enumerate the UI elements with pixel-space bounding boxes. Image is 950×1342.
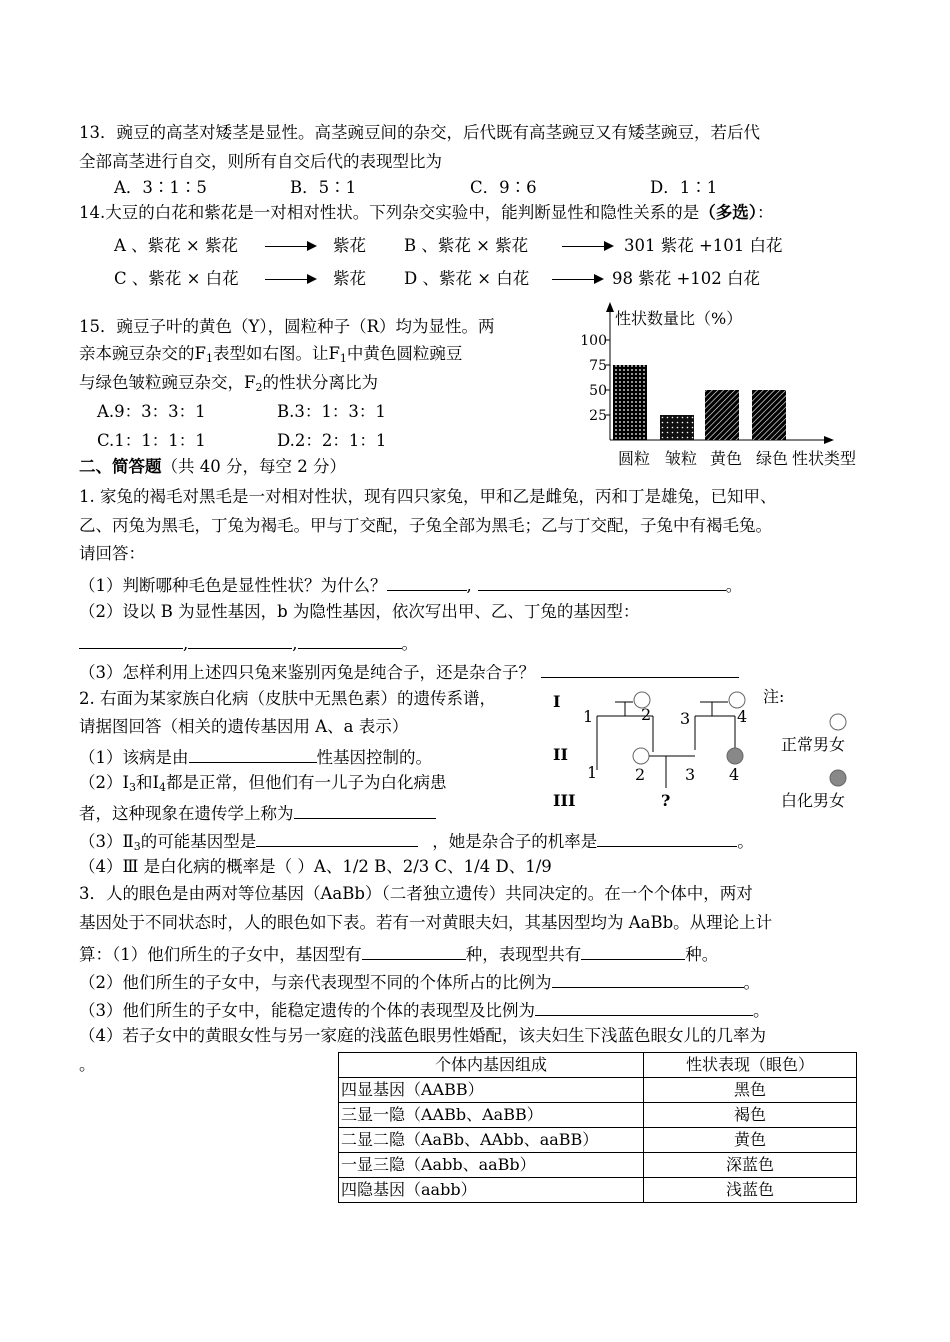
x-tick-label: 圆粒: [618, 449, 651, 468]
legend-normal-label: 正常男女: [781, 735, 846, 754]
x-tick-label: 皱粒: [665, 449, 698, 468]
sa2-p2-cont: [79, 800, 436, 825]
table-cell: 深蓝色: [644, 1153, 857, 1178]
q13-line1: 13．豌豆的高茎对矮茎是显性。高茎豌豆间的杂交，后代既有高茎豌豆又有矮茎豌豆，若后代: [79, 123, 760, 142]
pedigree-chart: [545, 680, 875, 815]
sa3-p2: [79, 969, 760, 994]
q14-multi-tag: （多选）: [699, 203, 757, 222]
q15-line2-part: 表型如右图。让F: [212, 344, 340, 363]
bar-3: [705, 390, 739, 440]
answer-blank[interactable]: [535, 997, 753, 1016]
q15-line3-part: 的性状分离比为: [262, 373, 378, 392]
table-cell: 浅蓝色: [644, 1178, 857, 1203]
y-tick-label: 25: [589, 408, 607, 424]
generation-label: III: [553, 791, 576, 810]
q15-line2-part: 中黄色圆粒豌豆: [346, 344, 463, 363]
q15-option-d: D.2：2：1：1: [277, 431, 387, 450]
q14-stem-text: 14.大豆的白花和紫花是一对相对性状。下列杂交实验中，能判断显性和隐性关系的是: [79, 203, 700, 222]
sa2-p3-text: （3）Ⅱ: [79, 832, 134, 851]
arrow-icon: [265, 279, 315, 280]
trait-ratio-chart: [570, 300, 870, 475]
sa2-p4: （4）Ⅲ 是白化病的概率是（ ）A、1/2 B、2/3 C、1/4 D、1/9: [79, 857, 552, 876]
q13-option-d: D．1∶1: [650, 178, 718, 197]
sa3-text: 算：（1）他们所生的子女中，基因型有: [79, 945, 362, 964]
sa2-p1-text: 性基因控制的。: [316, 748, 432, 767]
sa1-line2: 乙、丙兔为黑毛，丁兔为褐毛。甲与丁交配，子兔全部为黑毛；乙与丁交配，子兔中有褐毛兔。: [79, 516, 772, 535]
sa3-p4-end: 。: [79, 1055, 96, 1074]
section-2-heading: [79, 456, 346, 478]
q14-option-c-result: 紫花: [333, 269, 366, 288]
sa1-p2: （2）设以 B 为显性基因，b 为隐性基因，依次写出甲、乙、丁兔的基因型：: [79, 602, 640, 621]
table-row: [339, 1153, 857, 1178]
sa2-sub: 3: [129, 781, 137, 794]
pedigree-number: 3: [685, 765, 696, 784]
answer-blank[interactable]: [189, 744, 317, 763]
pedigree-number: 4: [729, 765, 740, 784]
answer-blank[interactable]: [79, 630, 183, 649]
table-cell: 四显基因（AABB）: [339, 1078, 644, 1103]
pedigree-unknown: ?: [661, 791, 671, 810]
pedigree-number: 1: [587, 763, 598, 782]
sa2-p1-text: （1）该病是由: [79, 748, 189, 767]
table-cell: 褐色: [644, 1103, 857, 1128]
table-row: [339, 1103, 857, 1128]
y-tick-label: 100: [580, 333, 607, 349]
table-header: 个体内基因组成: [339, 1053, 644, 1078]
pedigree-number: 2: [641, 705, 652, 724]
sa1-p1-text: （1）判断哪种毛色是显性性状？为什么？: [79, 576, 387, 595]
x-tick-label: 黄色: [710, 449, 743, 468]
q14-stem: [79, 202, 774, 224]
sa3-text: （3）他们所生的子女中，能稳定遗传的个体的表现型及比例为: [79, 1001, 535, 1020]
sa1-line1: 1. 家兔的褐毛对黑毛是一对相对性状，现有四只家兔，甲和乙是雌兔，丙和丁是雄兔，已知甲、: [79, 487, 777, 506]
legend-affected-icon: [830, 770, 846, 786]
answer-blank[interactable]: [478, 572, 726, 591]
q15-option-c: C.1：1：1：1: [97, 431, 206, 450]
answer-blank[interactable]: [387, 572, 467, 591]
q14-option-d-label: D 、紫花 × 白花: [404, 269, 530, 288]
sa1-p3-text: （3）怎样利用上述四只兔来鉴别丙兔是纯合子，还是杂合子？: [79, 663, 535, 682]
table-header: 性状表现（眼色）: [644, 1053, 857, 1078]
bar-2: [660, 415, 694, 440]
table-cell: 一显三隐（Aabb、aaBb）: [339, 1153, 644, 1178]
x-axis-arrow-icon: [824, 436, 834, 444]
q14-colon: ：: [757, 203, 774, 222]
q15-line1: 15．豌豆子叶的黄色（Y），圆粒种子（R）均为显性。两: [79, 317, 495, 336]
q14-option-b-result: 301 紫花 +101 白花: [624, 236, 783, 255]
pedigree-normal-female: [633, 748, 649, 764]
q14-option-c-label: C 、紫花 × 白花: [114, 269, 239, 288]
table-row: [339, 1078, 857, 1103]
bar-1: [613, 365, 647, 440]
answer-blank[interactable]: [362, 941, 466, 960]
sa1-p1-end: 。: [725, 576, 743, 595]
q13-line2: 全部高茎进行自交，则所有自交后代的表现型比为: [79, 152, 442, 171]
q14-option-d-result: 98 紫花 +102 白花: [612, 269, 761, 288]
sa2-p2-text: 和Ⅰ: [136, 773, 160, 792]
answer-blank[interactable]: [552, 969, 744, 988]
table-cell: 三显一隐（AABb、AaBB）: [339, 1103, 644, 1128]
sa2-line1: 2. 右面为某家族白化病（皮肤中无黑色素）的遗传系谱，: [79, 689, 496, 708]
generation-label: I: [553, 692, 561, 711]
sa3-text: 。: [743, 973, 760, 992]
sa2-p2-text: （2）Ⅰ: [79, 773, 130, 792]
sa2-p2: [79, 772, 447, 799]
q15-sub: 1: [205, 352, 213, 365]
sa3-p3: [79, 997, 770, 1022]
legend-affected-label: 白化男女: [781, 791, 846, 810]
arrow-icon: [265, 246, 315, 247]
q13-option-a: A．3∶1∶5: [114, 178, 207, 197]
table-header-row: [339, 1053, 857, 1078]
sa1-p1: （1）判断哪种毛色是显性性状？为什么？ , 。: [79, 572, 742, 597]
sa2-p3-text: ，她是杂合子的机率是: [432, 832, 598, 851]
pedigree-number: 3: [680, 709, 691, 728]
q13-option-c: C．9∶6: [470, 178, 537, 197]
sa3-text: 。: [753, 1001, 770, 1020]
y-tick-label: 50: [589, 383, 607, 399]
sa2-p2-text: 者，这种现象在遗传学上称为: [79, 804, 294, 823]
pedigree-number: 1: [583, 707, 594, 726]
legend-title: 注:: [763, 687, 785, 706]
sa1-p2-end: 。: [401, 634, 418, 653]
sa3-text: （2）他们所生的子女中，与亲代表现型不同的个体所占的比例为: [79, 973, 552, 992]
bar-4: [752, 390, 786, 440]
x-axis-label: 性状类型: [792, 449, 857, 468]
chart-title: 性状数量比（%）: [615, 309, 743, 328]
legend-normal-icon: [830, 714, 846, 730]
sa2-p3: [79, 828, 754, 858]
eye-color-table: [338, 1052, 857, 1203]
sa2-line2: 请据图回答（相关的遗传基因用 A、a 表示）: [79, 717, 409, 736]
sa3-text: 种。: [685, 945, 719, 964]
sa1-line3: 请回答：: [79, 544, 145, 563]
answer-blank[interactable]: [581, 941, 685, 960]
answer-blank[interactable]: [188, 630, 292, 649]
sa2-p3-text: 的可能基因型是: [140, 832, 257, 851]
q15-line2: [79, 343, 462, 370]
q15-line3: [79, 372, 378, 399]
sa2-p2-text: 都是正常，但他们有一儿子为白化病患: [166, 773, 447, 792]
pedigree-affected-female: [727, 748, 743, 764]
sa2-p3-text: 。: [737, 832, 754, 851]
sa3-p4: （4）若子女中的黄眼女性与另一家庭的浅蓝色眼男性婚配，该夫妇生下浅蓝色眼女儿的几率为: [79, 1026, 766, 1045]
sa3-line2: 基因处于不同状态时，人的眼色如下表。若有一对黄眼夫妇，其基因型均为 AaBb。从理论上计: [79, 913, 773, 932]
answer-blank[interactable]: [256, 828, 418, 847]
arrow-icon: [562, 246, 612, 247]
q14-option-a-label: A 、紫花 × 紫花: [114, 236, 238, 255]
table-cell: 黑色: [644, 1078, 857, 1103]
table-row: [339, 1128, 857, 1153]
sa2-p1: [79, 744, 432, 769]
table-cell: 四隐基因（aabb）: [339, 1178, 644, 1203]
x-tick-label: 绿色: [756, 449, 789, 468]
q15-sub: 1: [339, 352, 347, 365]
y-tick-label: 75: [589, 358, 607, 374]
q15-line2-part: 亲本豌豆杂交的F: [79, 344, 206, 363]
pedigree-number: 4: [737, 707, 748, 726]
pedigree-normal-female: [729, 692, 745, 708]
q14-option-a-result: 紫花: [333, 236, 366, 255]
sa2-sub: 3: [133, 840, 141, 853]
sa3-line1: 3．人的眼色是由两对等位基因（AaBb）（二者独立遗传）共同决定的。在一个个体中，两对: [79, 884, 753, 903]
table-row: [339, 1178, 857, 1203]
pedigree-number: 2: [635, 765, 646, 784]
sa3-text: 种，表现型共有: [465, 945, 582, 964]
sa2-sub: 4: [159, 781, 167, 794]
sa1-p2-blanks: , , 。: [79, 630, 418, 655]
answer-blank[interactable]: [298, 630, 402, 649]
answer-blank[interactable]: [597, 828, 737, 847]
q15-option-b: B.3：1：3：1: [277, 402, 386, 421]
q15-sub: 2: [255, 381, 263, 394]
q15-line3-part: 与绿色皱粒豌豆杂交，F: [79, 373, 256, 392]
sa3-line3: [79, 941, 718, 966]
answer-blank[interactable]: [294, 800, 436, 819]
q14-option-b-label: B 、紫花 × 紫花: [404, 236, 529, 255]
q15-option-a: A.9：3：3：1: [97, 402, 206, 421]
q13-option-b: B．5∶1: [290, 178, 357, 197]
arrow-icon: [552, 279, 602, 280]
table-cell: 二显二隐（AaBb、AAbb、aaBB）: [339, 1128, 644, 1153]
section-2-title: 二、简答题: [79, 457, 162, 476]
y-axis-arrow-icon: [606, 302, 614, 312]
section-2-note: （共 40 分，每空 2 分）: [161, 457, 346, 476]
answer-blank[interactable]: [541, 659, 739, 678]
table-cell: 黄色: [644, 1128, 857, 1153]
generation-label: II: [553, 745, 568, 764]
